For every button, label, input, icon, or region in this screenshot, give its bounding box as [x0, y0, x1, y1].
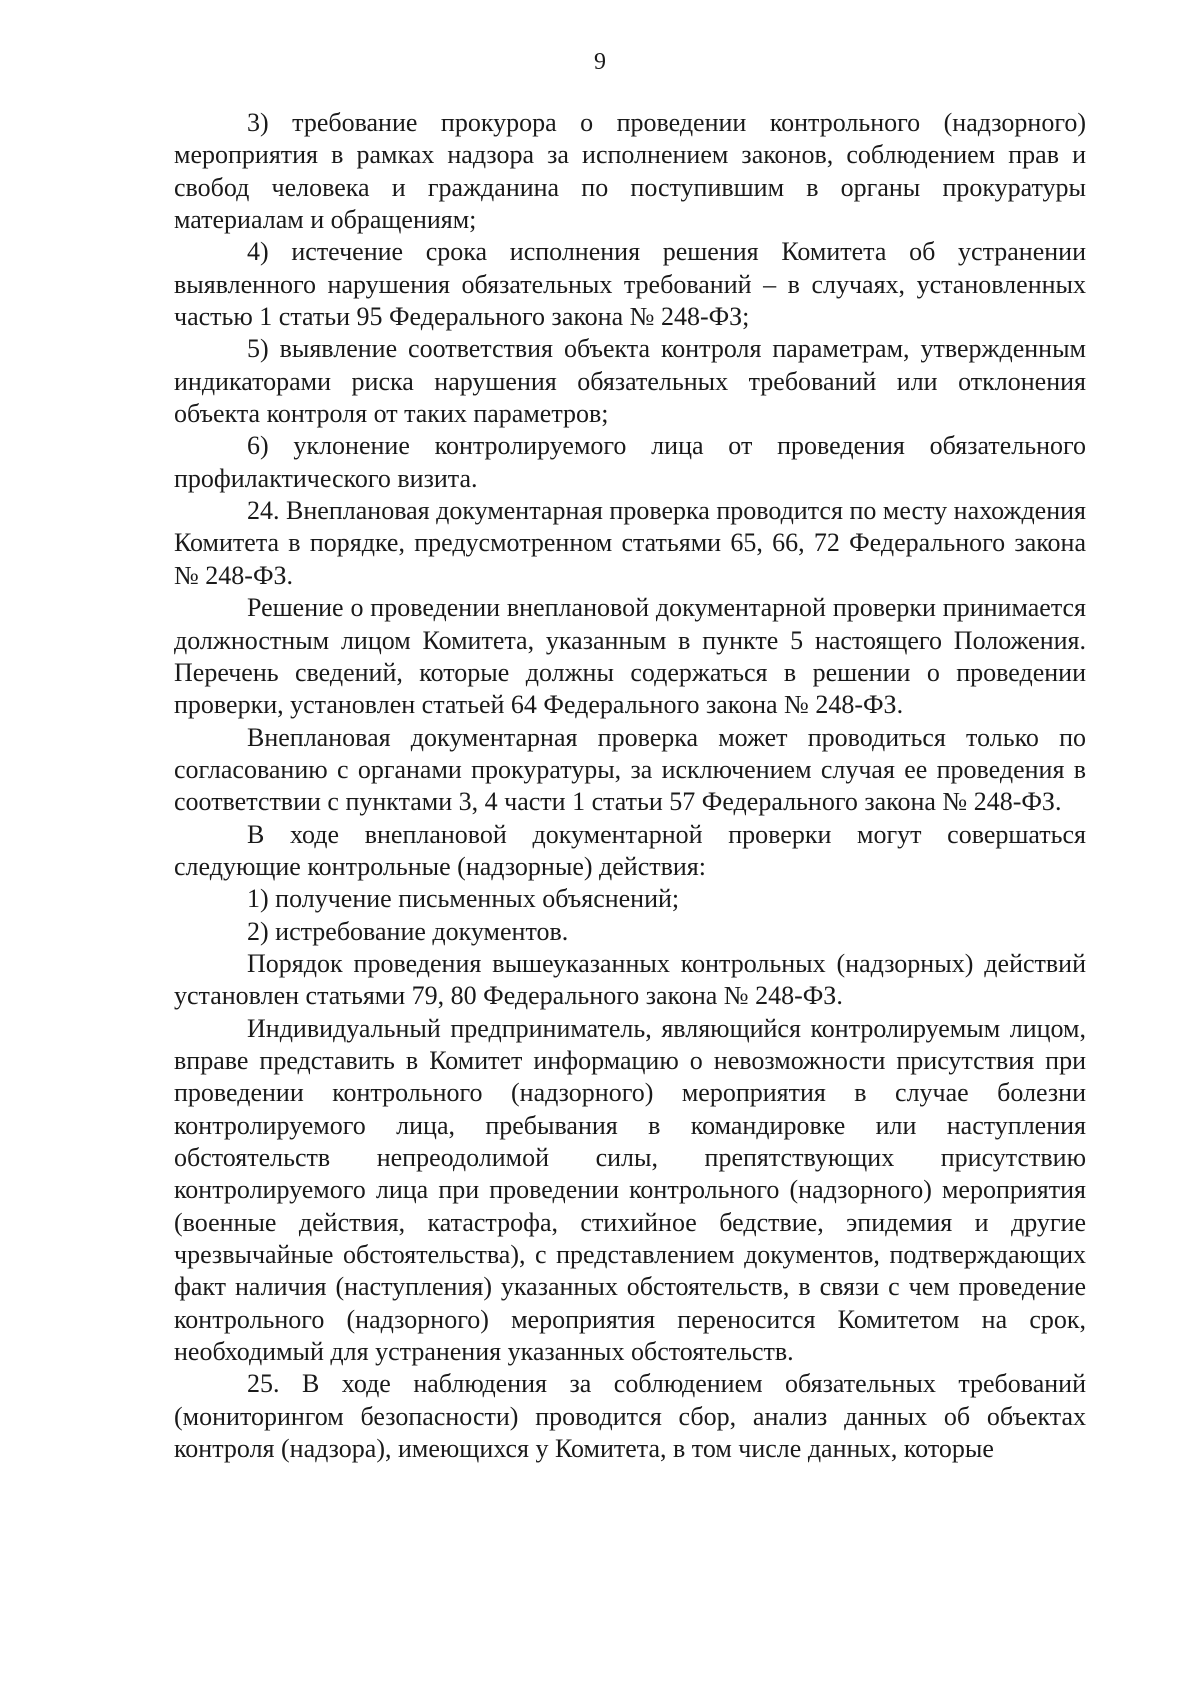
paragraph-action-1: 1) получение письменных объяснений; — [247, 884, 680, 914]
paragraph-approval: Внеплановая документарная проверка может проводиться только по согласованию с органами прокуратуры, за исключением случая ее проведения в соответствии с пунктами 3, 4 части 1 статьи 57 Федерального закона № 248-ФЗ. — [174, 722, 1086, 817]
paragraph-actions-intro: В ходе внеплановой документарной проверки могут совершаться следующие контрольные (надзорные) действия: — [174, 819, 1086, 881]
paragraph-section-25: 25. В ходе наблюдения за соблюдением обязательных требований (мониторингом безопасности) проводится сбор, анализ данных об объектах контроля (надзора), имеющихся у Комитета, в том числе данных, которые — [174, 1369, 1086, 1464]
document-body — [174, 107, 1086, 1465]
paragraph-item-5: 5) выявление соответствия объекта контроля параметрам, утвержденным индикаторами риска нарушения обязательных требований или отклонения объекта контроля от таких параметров; — [174, 334, 1086, 429]
paragraph-section-24: 24. Внеплановая документарная проверка проводится по месту нахождения Комитета в порядке, предусмотренном статьями 65, 66, 72 Федерального закона № 248-ФЗ. — [174, 496, 1086, 590]
paragraph-decision: Решение о проведении внеплановой документарной проверки принимается должностным лицом Комитета, указанным в пункте 5 настоящего Положения. Перечень сведений, которые должны содержаться в решении о проведении проверки, установлен статьей 64 Федерального закона № 248-ФЗ. — [174, 593, 1086, 720]
paragraph-item-4: 4) истечение срока исполнения решения Комитета об устранении выявленного нарушения обязательных требований – в случаях, установленных частью 1 статьи 95 Федерального закона № 248-ФЗ; — [174, 237, 1086, 332]
paragraph-procedure: Порядок проведения вышеуказанных контрольных (надзорных) действий установлен статьями 79, 80 Федерального закона № 248-ФЗ. — [174, 948, 1086, 1011]
paragraph-item-3: 3) требование прокурора о проведении контрольного (надзорного) мероприятия в рамках надзора за исполнением законов, соблюдением прав и свобод человека и гражданина по поступившим в органы прокуратуры материалам и обращениям; — [174, 108, 1086, 235]
page-number: 9 — [594, 49, 606, 75]
paragraph-item-6: 6) уклонение контролируемого лица от проведения обязательного профилактического визита. — [174, 431, 1086, 493]
paragraph-entrepreneur: Индивидуальный предприниматель, являющийся контролируемым лицом, вправе представить в Комитет информацию о невозможности присутствия при проведении контрольного (надзорного) мероприятия в случае болезни контролируемого лица, пребывания в командировке или наступления обстоятельств непреодолимой силы, препятствующих присутствию контролируемого лица при проведении контрольного (надзорного) мероприятия (военные действия, катастрофа, стихийное бедствие, эпидемия и другие чрезвычайные обстоятельства), с представлением документов, подтверждающих факт наличия (наступления) указанных обстоятельств, в связи с чем проведение контрольного (надзорного) мероприятия переносится Комитетом на срок, необходимый для устранения указанных обстоятельств. — [174, 1013, 1086, 1367]
paragraph-action-2: 2) истребование документов. — [247, 916, 569, 946]
